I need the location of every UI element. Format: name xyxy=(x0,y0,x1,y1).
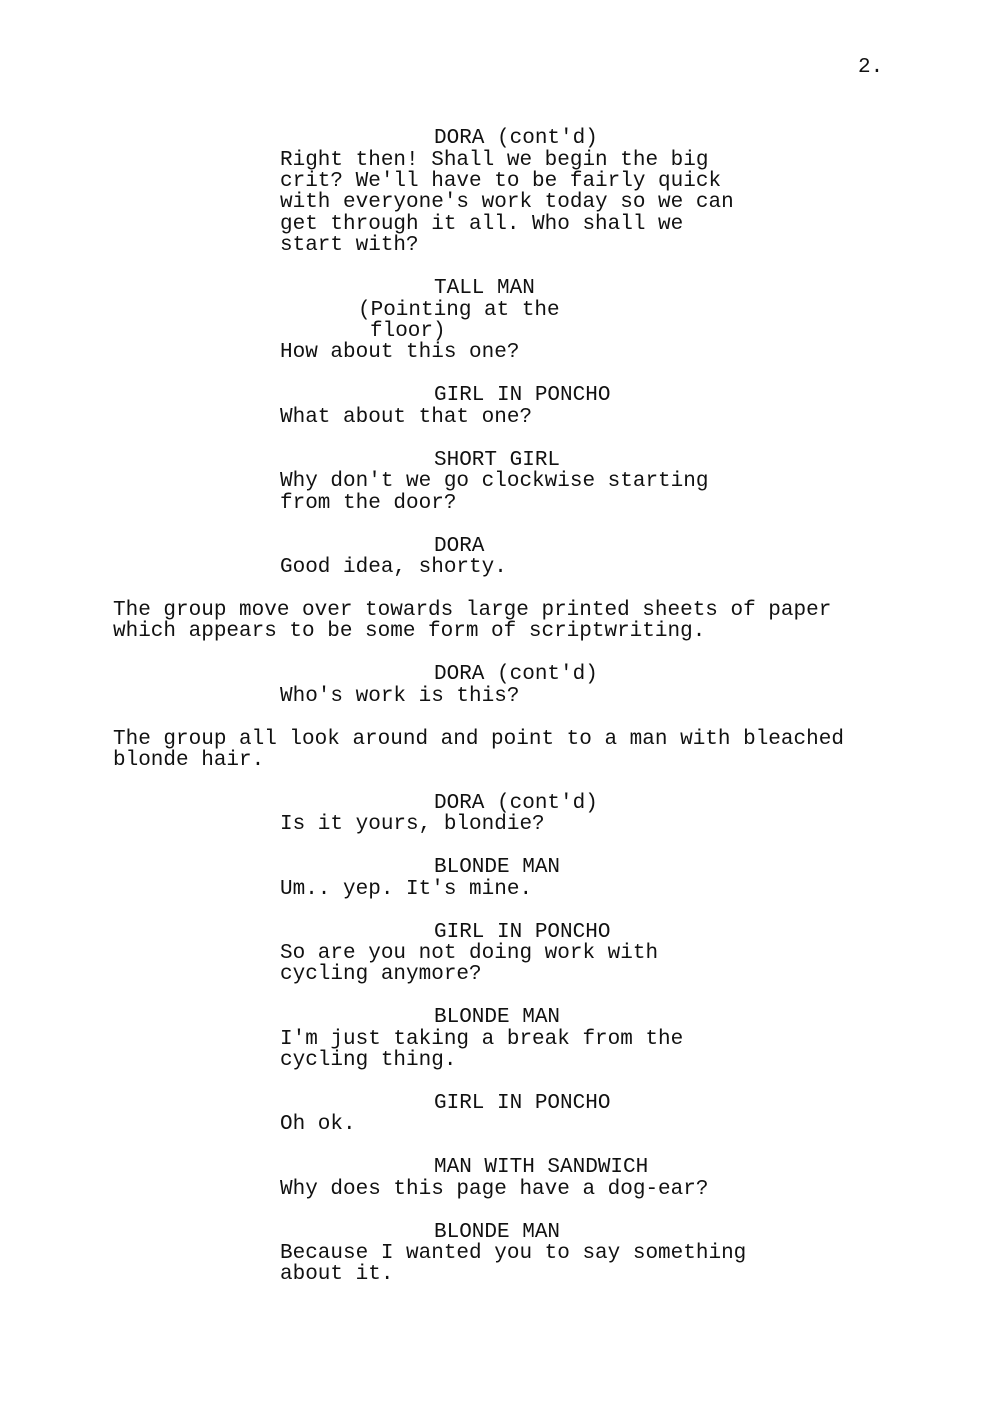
dialogue-line: with everyone's work today so we can xyxy=(280,191,734,214)
dialogue-line: Why don't we go clockwise starting xyxy=(280,470,709,493)
character-name: BLONDE MAN xyxy=(434,856,561,879)
dialogue-line: crit? We'll have to be fairly quick xyxy=(280,170,722,193)
character-name: TALL MAN xyxy=(434,277,535,300)
action-line: The group all look around and point to a man with bleached xyxy=(113,728,844,751)
parenthetical-line: (Pointing at the xyxy=(358,299,560,322)
dialogue-line: cycling thing. xyxy=(280,1049,457,1072)
character-name: DORA (cont'd) xyxy=(434,127,598,150)
character-name: GIRL IN PONCHO xyxy=(434,1092,611,1115)
character-name: MAN WITH SANDWICH xyxy=(434,1156,649,1179)
dialogue-line: Because I wanted you to say something xyxy=(280,1242,747,1265)
parenthetical-line: floor) xyxy=(370,320,446,343)
dialogue-line: Good idea, shorty. xyxy=(280,556,507,579)
character-name: SHORT GIRL xyxy=(434,449,561,472)
dialogue-line: Who's work is this? xyxy=(280,685,520,708)
character-name: DORA xyxy=(434,535,485,558)
dialogue-line: start with? xyxy=(280,234,419,257)
character-name: GIRL IN PONCHO xyxy=(434,384,611,407)
action-line: The group move over towards large printed sheets of paper xyxy=(113,599,832,622)
dialogue-line: Is it yours, blondie? xyxy=(280,813,545,836)
character-name: GIRL IN PONCHO xyxy=(434,921,611,944)
dialogue-line: cycling anymore? xyxy=(280,963,482,986)
dialogue-line: Um.. yep. It's mine. xyxy=(280,878,533,901)
action-line: blonde hair. xyxy=(113,749,265,772)
dialogue-line: about it. xyxy=(280,1263,394,1286)
page-number: 2. xyxy=(858,56,884,79)
dialogue-line: How about this one? xyxy=(280,341,520,364)
dialogue-line: Why does this page have a dog-ear? xyxy=(280,1178,709,1201)
dialogue-line: get through it all. Who shall we xyxy=(280,213,684,236)
character-name: DORA (cont'd) xyxy=(434,792,598,815)
character-name: DORA (cont'd) xyxy=(434,663,598,686)
dialogue-line: What about that one? xyxy=(280,406,533,429)
dialogue-line: I'm just taking a break from the xyxy=(280,1028,684,1051)
dialogue-line: So are you not doing work with xyxy=(280,942,659,965)
character-name: BLONDE MAN xyxy=(434,1006,561,1029)
character-name: BLONDE MAN xyxy=(434,1221,561,1244)
action-line: which appears to be some form of scriptwriting. xyxy=(113,620,706,643)
dialogue-line: Oh ok. xyxy=(280,1113,356,1136)
dialogue-line: Right then! Shall we begin the big xyxy=(280,149,709,172)
dialogue-line: from the door? xyxy=(280,492,457,515)
